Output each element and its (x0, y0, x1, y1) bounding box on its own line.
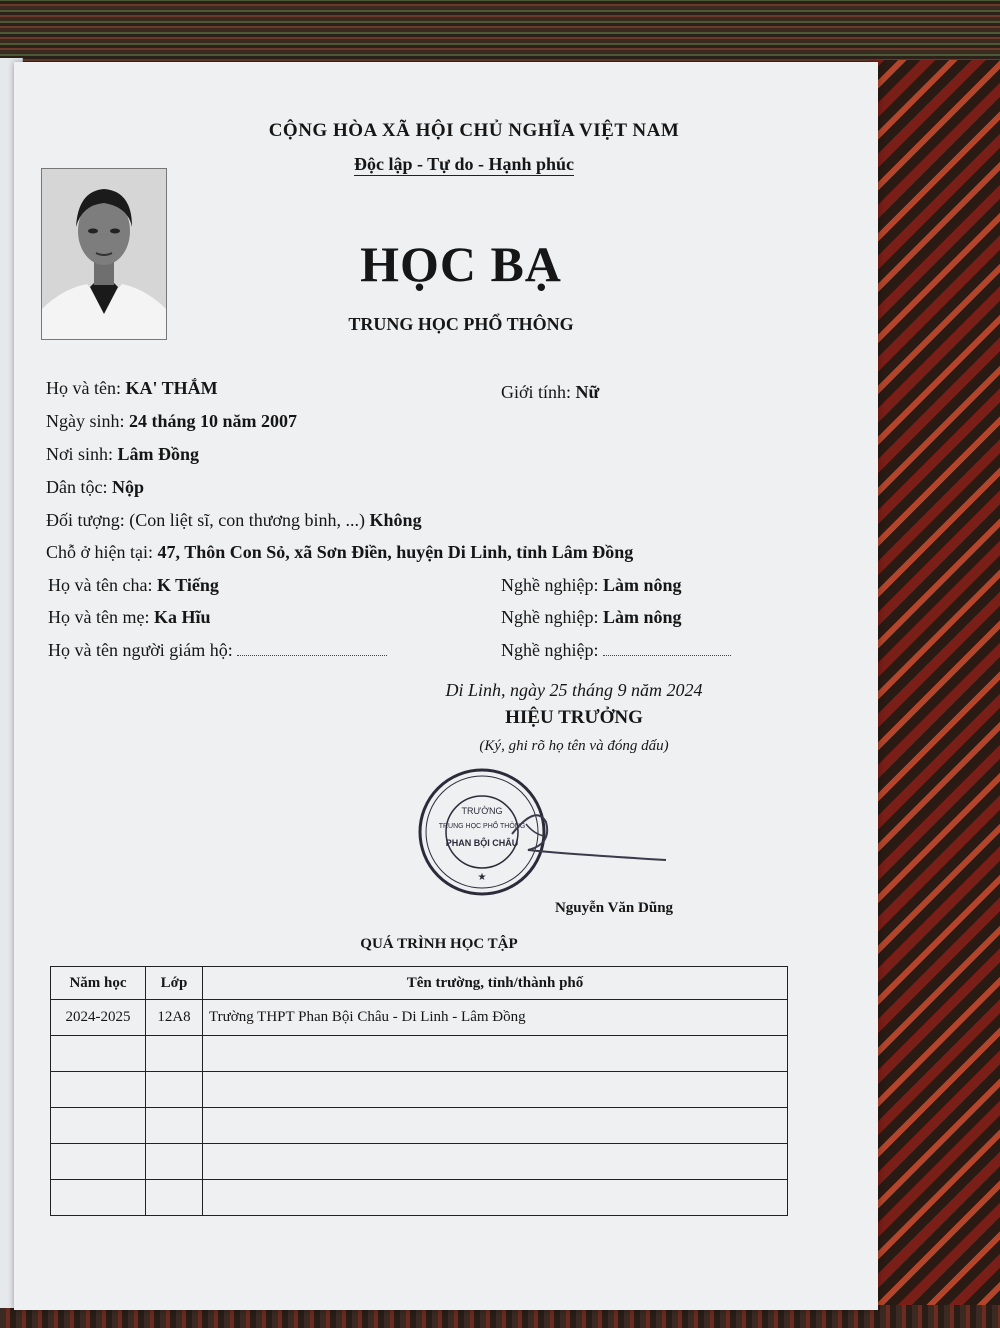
mother-job-label: Nghề nghiệp: (501, 607, 599, 627)
seal-stamp-image (416, 764, 676, 900)
student-address: 47, Thôn Con Sỏ, xã Sơn Điền, huyện Di Linh, tỉnh Lâm Đồng (157, 542, 634, 562)
guardian-blank (237, 641, 387, 656)
mother-name: Ka Hĩu (153, 607, 211, 627)
dob-label: Ngày sinh: (46, 411, 125, 431)
name-label: Họ và tên: (46, 378, 121, 398)
cell-class (146, 1108, 203, 1144)
guardian-job-row (501, 640, 731, 661)
study-history-title: QUÁ TRÌNH HỌC TẬP (360, 936, 518, 952)
guardian-job-blank (603, 641, 731, 656)
cell-class (146, 1072, 203, 1108)
guardian-row (48, 640, 387, 661)
cloth-background-top (0, 0, 1000, 70)
name-row (46, 378, 218, 399)
cell-year (51, 1108, 146, 1144)
mother-job: Làm nông (602, 607, 682, 627)
svg-text:TRƯỜNG: TRƯỜNG (461, 806, 503, 816)
school-seal (416, 764, 552, 900)
cell-year (51, 1144, 146, 1180)
ethnicity-row (46, 477, 144, 498)
father-job-label: Nghề nghiệp: (501, 575, 599, 595)
cell-class (146, 1036, 203, 1072)
cell-school (203, 1180, 788, 1216)
study-history-table (50, 966, 788, 1216)
table-row (51, 1144, 788, 1180)
student-birthplace: Lâm Đồng (117, 444, 200, 464)
mother-label: Họ và tên mẹ: (48, 607, 150, 627)
svg-text:TRUNG HỌC PHỔ THÔNG: TRUNG HỌC PHỔ THÔNG (438, 823, 526, 830)
cell-school (203, 1072, 788, 1108)
birthplace-label: Nơi sinh: (46, 444, 114, 464)
table-row (51, 1036, 788, 1072)
father-label: Họ và tên cha: (48, 575, 153, 595)
father-job: Làm nông (602, 575, 682, 595)
document-title: HỌC BẠ (360, 236, 562, 292)
signing-date: Di Linh, ngày 25 tháng 9 năm 2024 (445, 680, 703, 700)
cell-school (203, 1144, 788, 1180)
mother-job-row (501, 607, 682, 628)
cell-year: 2024-2025 (51, 1000, 146, 1036)
column-header-school: Tên trường, tỉnh/thành phố (203, 967, 788, 1000)
student-gender: Nữ (575, 382, 600, 402)
category-row (46, 510, 422, 531)
ethnicity-label: Dân tộc: (46, 477, 108, 497)
gender-row (501, 382, 599, 403)
table-row (51, 1108, 788, 1144)
address-label: Chỗ ở hiện tại: (46, 542, 154, 562)
guardian-job-label: Nghề nghiệp: (501, 640, 599, 660)
cell-class (146, 1144, 203, 1180)
cell-class: 12A8 (146, 1000, 203, 1036)
mother-row (48, 607, 211, 628)
cell-year (51, 1072, 146, 1108)
table-header-row (51, 967, 788, 1000)
student-name: KA' THẮM (125, 378, 218, 398)
father-row (48, 575, 219, 596)
table-row (51, 1000, 788, 1036)
category-label: Đối tượng: (Con liệt sĩ, con thương binh, ...) (46, 510, 366, 530)
father-name: K Tiếng (156, 575, 219, 595)
dob-row (46, 411, 297, 432)
cell-year (51, 1036, 146, 1072)
principal-title: HIỆU TRƯỞNG (505, 707, 643, 728)
republic-heading: CỘNG HÒA XÃ HỘI CHỦ NGHĨA VIỆT NAM (268, 120, 680, 141)
table-row (51, 1072, 788, 1108)
cell-class (146, 1180, 203, 1216)
cell-year (51, 1180, 146, 1216)
column-header-year: Năm học (51, 967, 146, 1000)
record-book-page (14, 62, 878, 1310)
gender-label: Giới tính: (501, 382, 572, 402)
svg-text:★: ★ (477, 872, 487, 883)
principal-name: Nguyễn Văn Dũng (554, 900, 674, 916)
birthplace-row (46, 444, 199, 465)
cell-school (203, 1108, 788, 1144)
cell-school (203, 1036, 788, 1072)
table-row (51, 1180, 788, 1216)
student-category: Không (369, 510, 422, 530)
cell-school: Trường THPT Phan Bội Châu - Di Linh - Lâm Đồng (203, 1000, 788, 1036)
student-dob: 24 tháng 10 năm 2007 (129, 411, 298, 431)
motto: Độc lập - Tự do - Hạnh phúc (353, 154, 575, 174)
student-ethnicity: Nộp (111, 477, 144, 497)
father-job-row (501, 575, 682, 596)
guardian-label: Họ và tên người giám hộ: (48, 640, 233, 660)
address-row (46, 542, 633, 563)
document-subtitle: TRUNG HỌC PHỔ THÔNG (348, 314, 574, 334)
signature-instruction: (Ký, ghi rõ họ tên và đóng dấu) (479, 738, 669, 754)
column-header-class: Lớp (146, 967, 203, 1000)
svg-text:PHAN BỘI CHÂU: PHAN BỘI CHÂU (445, 838, 519, 848)
